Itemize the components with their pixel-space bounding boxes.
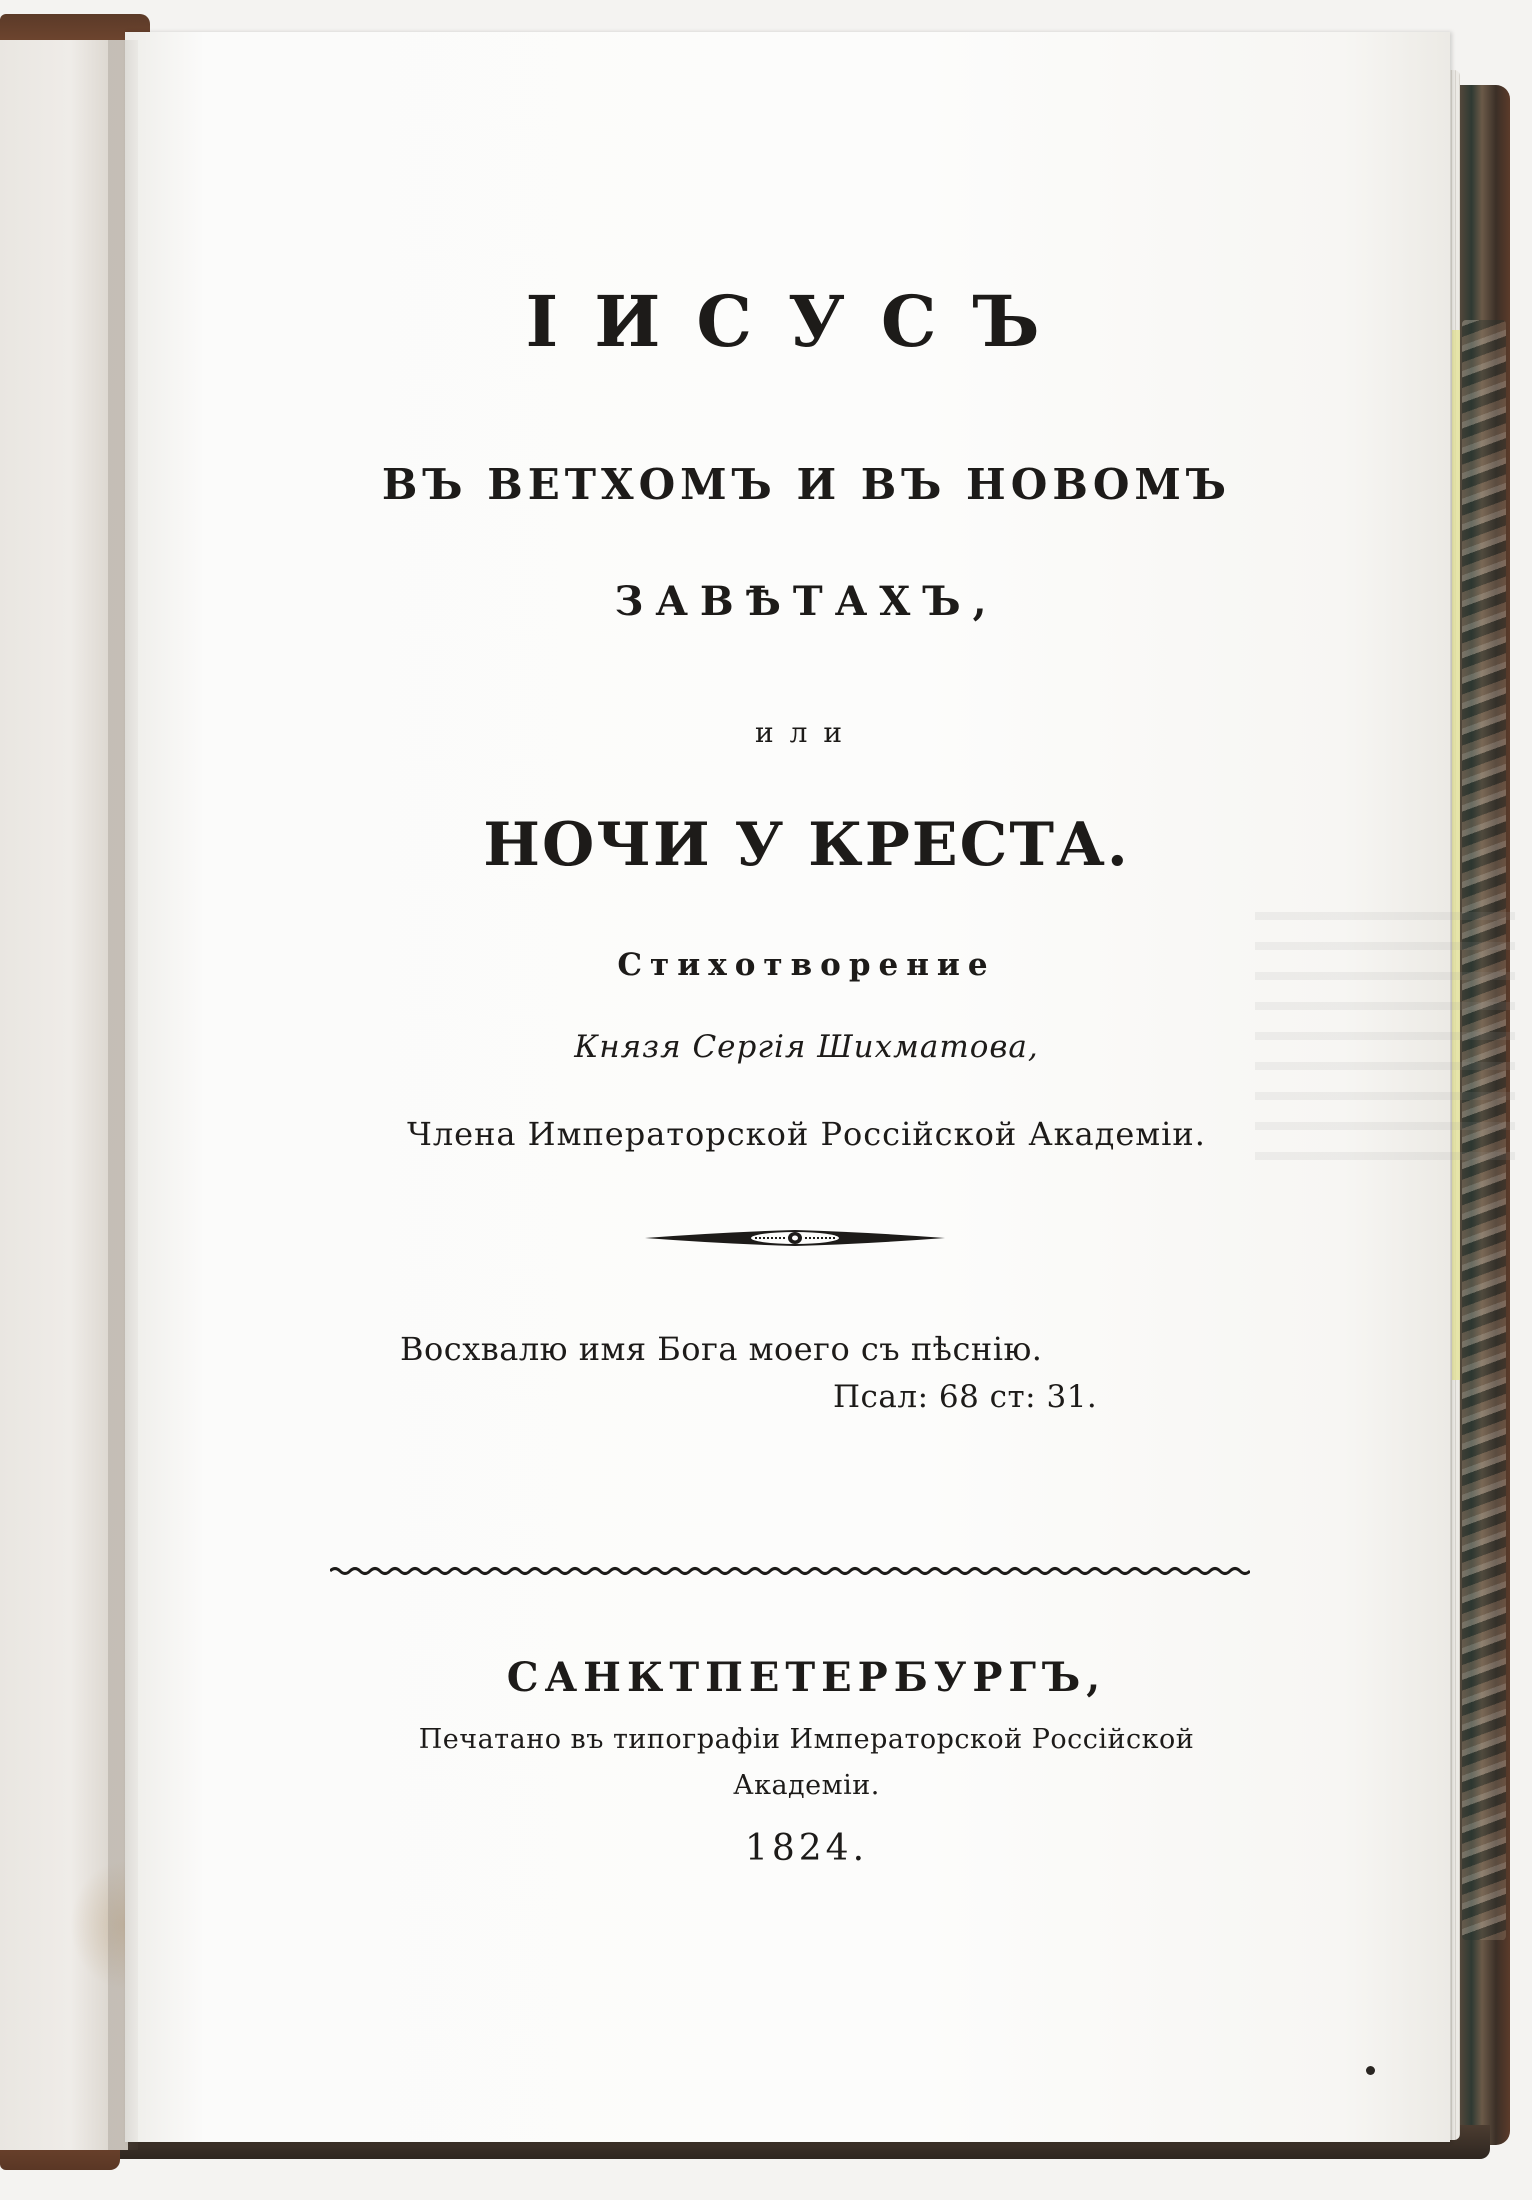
printer-line-1: Печатано въ типографіи Императорской Россійской [418,1724,1195,1755]
book-title: ІИСУСЪ [525,280,1076,363]
imprint-city: САНКТПЕТЕРБУРГЪ, [506,1654,1107,1701]
alternate-title: НОЧИ У КРЕСТА. [483,810,1130,880]
printer-line-2: Академіи. [733,1770,880,1801]
conjunction: или [754,716,859,749]
subtitle-line-2: ЗАВѢТАХЪ, [614,578,999,625]
title-page-text [125,32,1450,2142]
genre-label: Стихотворение [617,947,996,983]
title-page [125,32,1450,2142]
ornament-divider [645,1224,945,1252]
epigraph-reference: Псал: 68 ст: 31. [833,1379,1098,1415]
imprint-year: 1824. [744,1828,869,1869]
wavy-rule [330,1564,1250,1578]
subtitle-line-1: ВЪ ВЕТХОМЪ И ВЪ НОВОМЪ [381,460,1232,509]
ink-spot [1366,2066,1375,2075]
author-name: Князя Сергія Шихматова, [574,1029,1039,1065]
page-gutter-shadow [108,40,138,2150]
page-edge-tint [1452,330,1460,1380]
epigraph: Восхвалю имя Бога моего съ пѣснію. [400,1330,1043,1368]
author-membership: Члена Императорской Россійской Академіи. [407,1115,1206,1153]
